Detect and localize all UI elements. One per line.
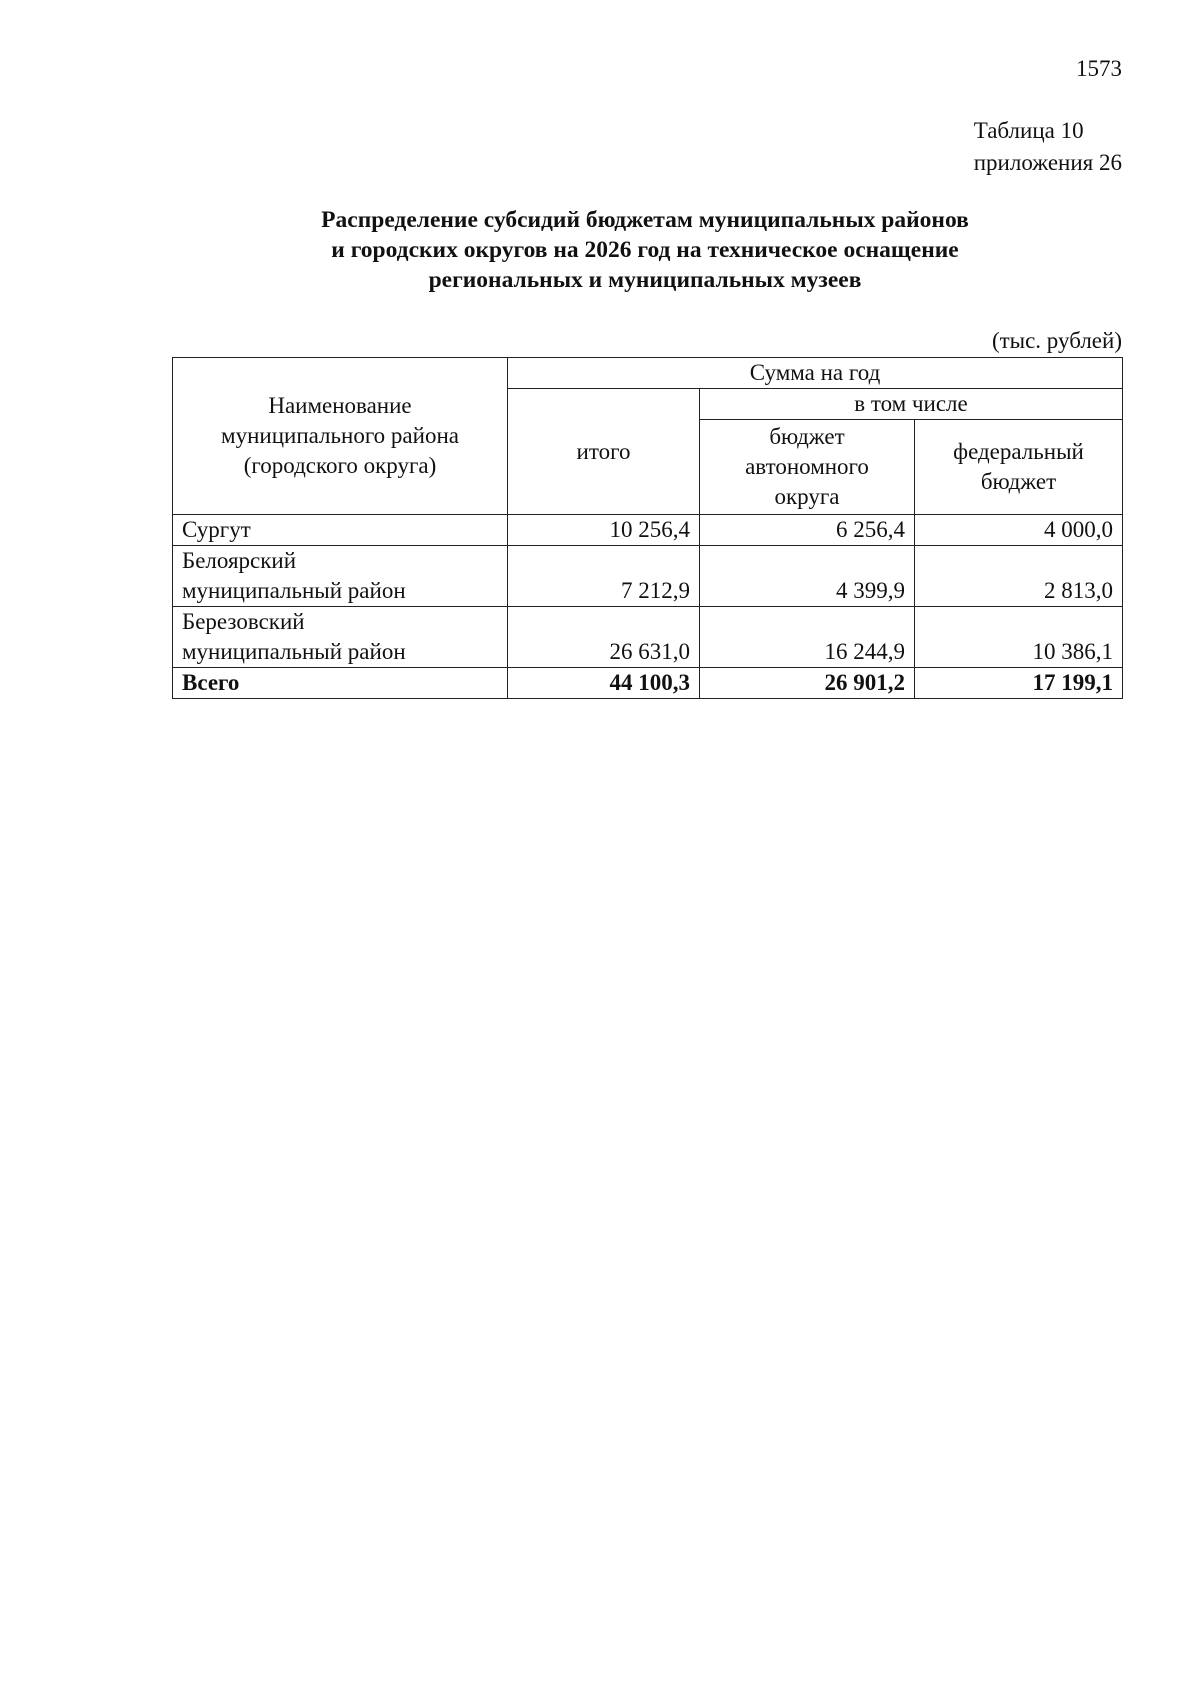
document-title-line3: региональных и муниципальных музеев [428,267,862,293]
row-total: 7 212,9 [508,546,700,607]
row-name-line1: Сургут [182,517,251,542]
table-row [173,546,1123,607]
header-regional-budget [700,420,915,515]
row-name-line1: Березовский [182,609,305,634]
row-name [173,607,508,668]
header-total: итого [508,389,700,515]
table-row [173,515,1123,546]
row-regional: 4 399,9 [700,546,915,607]
row-name-line2: муниципальный район [182,578,406,603]
header-including: в том числе [700,389,1123,420]
row-name-line1: Белоярский [182,548,297,573]
subsidy-table [172,357,1123,699]
table-reference [974,115,1122,179]
row-total: 26 631,0 [508,607,700,668]
page-number: 1573 [1076,56,1122,81]
document-title [170,205,1120,295]
table-reference-line1: Таблица 10 [973,118,1084,143]
row-regional: 6 256,4 [700,515,915,546]
header-name-line3: (городского округа) [243,453,437,478]
row-name-line2: муниципальный район [182,639,406,664]
header-regional-line3: округа [774,484,840,509]
totals-total: 44 100,3 [508,668,700,699]
units-label: (тыс. рублей) [991,328,1122,353]
table-row [173,607,1123,668]
row-federal: 2 813,0 [915,546,1123,607]
totals-row [173,668,1123,699]
document-title-line1: Распределение субсидий бюджетам муниципальных районов [321,207,969,233]
header-name-column [173,358,508,515]
row-federal: 10 386,1 [915,607,1123,668]
header-regional-line1: бюджет [769,424,845,449]
row-regional: 16 244,9 [700,607,915,668]
header-name-line2: муниципального района [221,423,459,448]
table-reference-line2: приложения 26 [973,150,1122,175]
header-federal-line1: федеральный [953,439,1084,464]
row-federal: 4 000,0 [915,515,1123,546]
header-federal-line2: бюджет [980,469,1057,494]
totals-label: Всего [173,668,508,699]
row-name [173,515,508,546]
header-row-1 [173,358,1123,389]
header-regional-line2: автономного [745,454,869,479]
header-sum-year: Сумма на год [508,358,1123,389]
header-name-line1: Наименование [268,393,412,418]
totals-regional: 26 901,2 [700,668,915,699]
row-total: 10 256,4 [508,515,700,546]
totals-federal: 17 199,1 [915,668,1123,699]
row-name [173,546,508,607]
document-title-line2: и городских округов на 2026 год на техническое оснащение [331,237,959,263]
header-federal-budget [915,420,1123,515]
